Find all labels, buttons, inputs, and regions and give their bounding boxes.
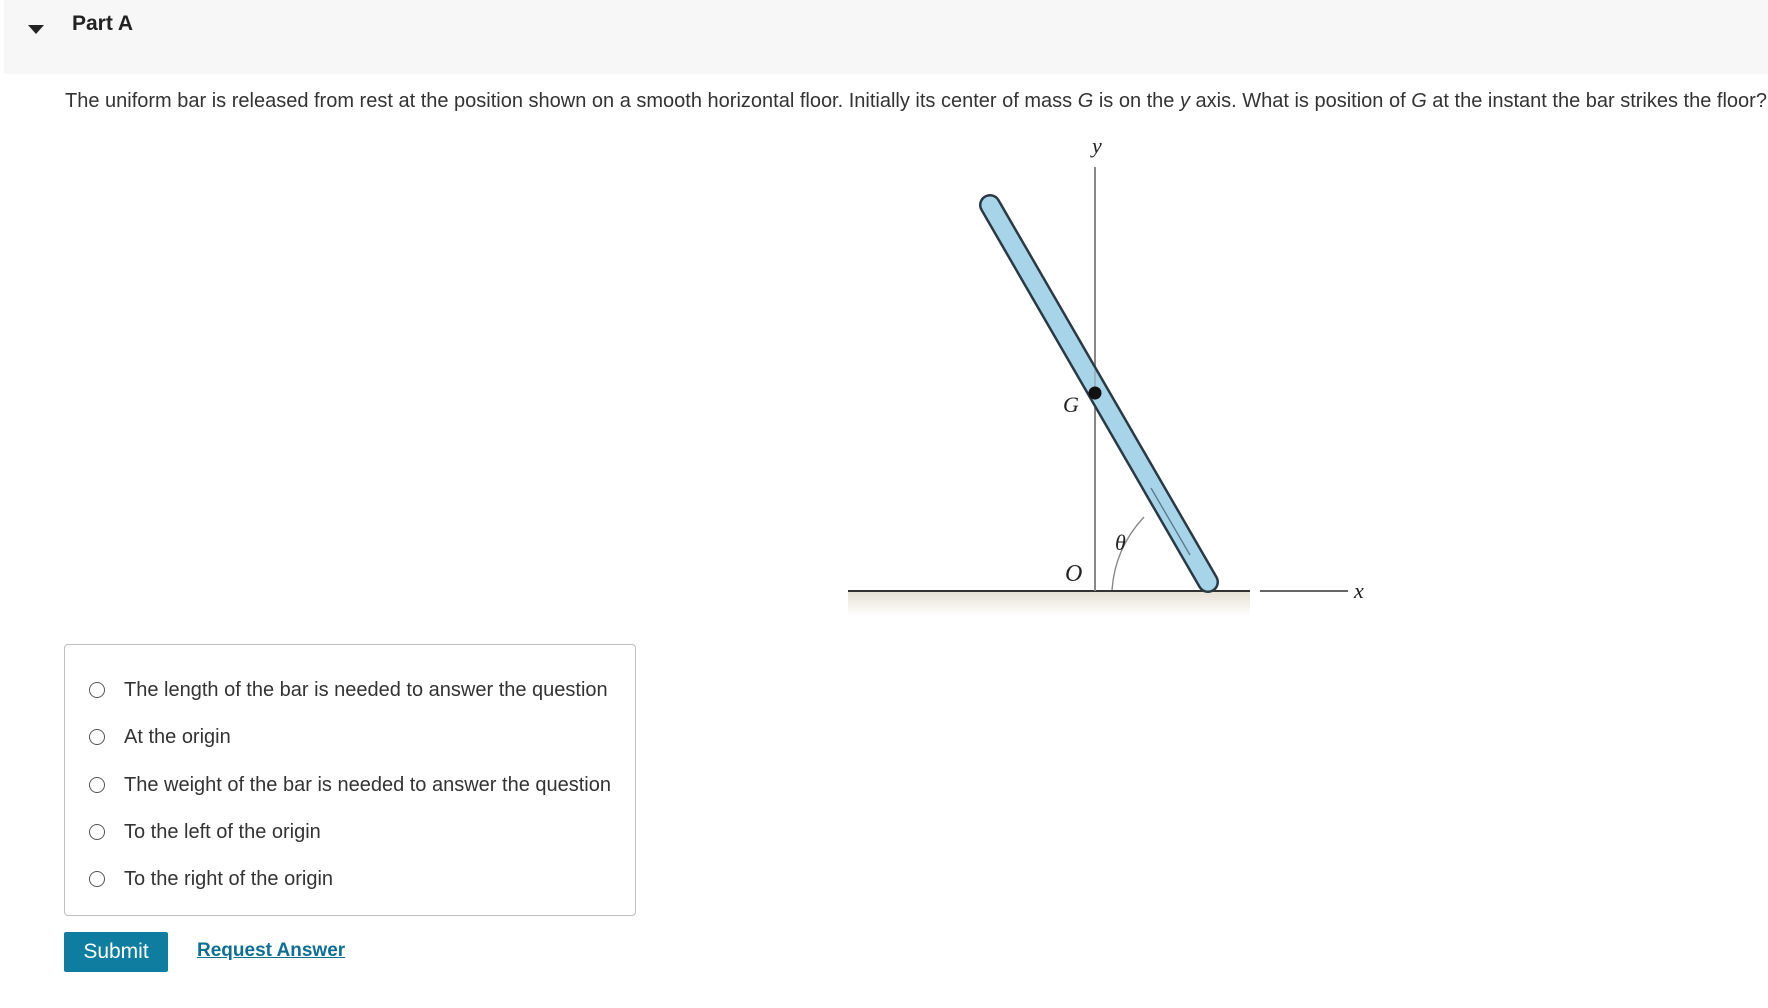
choice-at-origin[interactable] (89, 722, 231, 752)
question-text: The uniform bar is released from rest at the position shown on a smooth horizontal floor. Initially its center of mass G is on the y axis. What is position of G at the instant the bar strikes the floor? (65, 90, 1767, 112)
choice-label: To the left of the origin (124, 820, 321, 843)
radio-button[interactable] (89, 777, 105, 793)
request-answer-link[interactable]: Request Answer (197, 940, 346, 961)
choice-left-of-origin[interactable] (89, 817, 321, 847)
origin-label: O (1065, 561, 1083, 587)
x-axis-label: x (1354, 578, 1364, 603)
floor (848, 592, 1250, 616)
choice-label: The weight of the bar is needed to answer the question (124, 773, 611, 796)
choice-label: The length of the bar is needed to answer the question (124, 678, 608, 701)
g-label: G (1063, 392, 1079, 417)
radio-button[interactable] (89, 871, 105, 887)
part-header (4, 0, 1768, 74)
y-axis-label: y (1092, 133, 1102, 158)
theta-label: θ (1115, 530, 1126, 555)
choice-right-of-origin[interactable] (89, 864, 333, 894)
center-of-mass-dot (1089, 387, 1102, 400)
choice-length-needed[interactable] (89, 675, 608, 705)
radio-button[interactable] (89, 729, 105, 745)
submit-button[interactable]: Submit (64, 932, 168, 972)
caret-down-icon[interactable] (24, 18, 48, 42)
radio-button[interactable] (89, 824, 105, 840)
radio-button[interactable] (89, 682, 105, 698)
part-title: Part A (72, 12, 134, 35)
bar-diagram (830, 130, 1390, 630)
choice-label: At the origin (124, 725, 231, 748)
answer-choices (64, 644, 636, 916)
choice-weight-needed[interactable] (89, 770, 611, 800)
choice-label: To the right of the origin (124, 867, 334, 890)
